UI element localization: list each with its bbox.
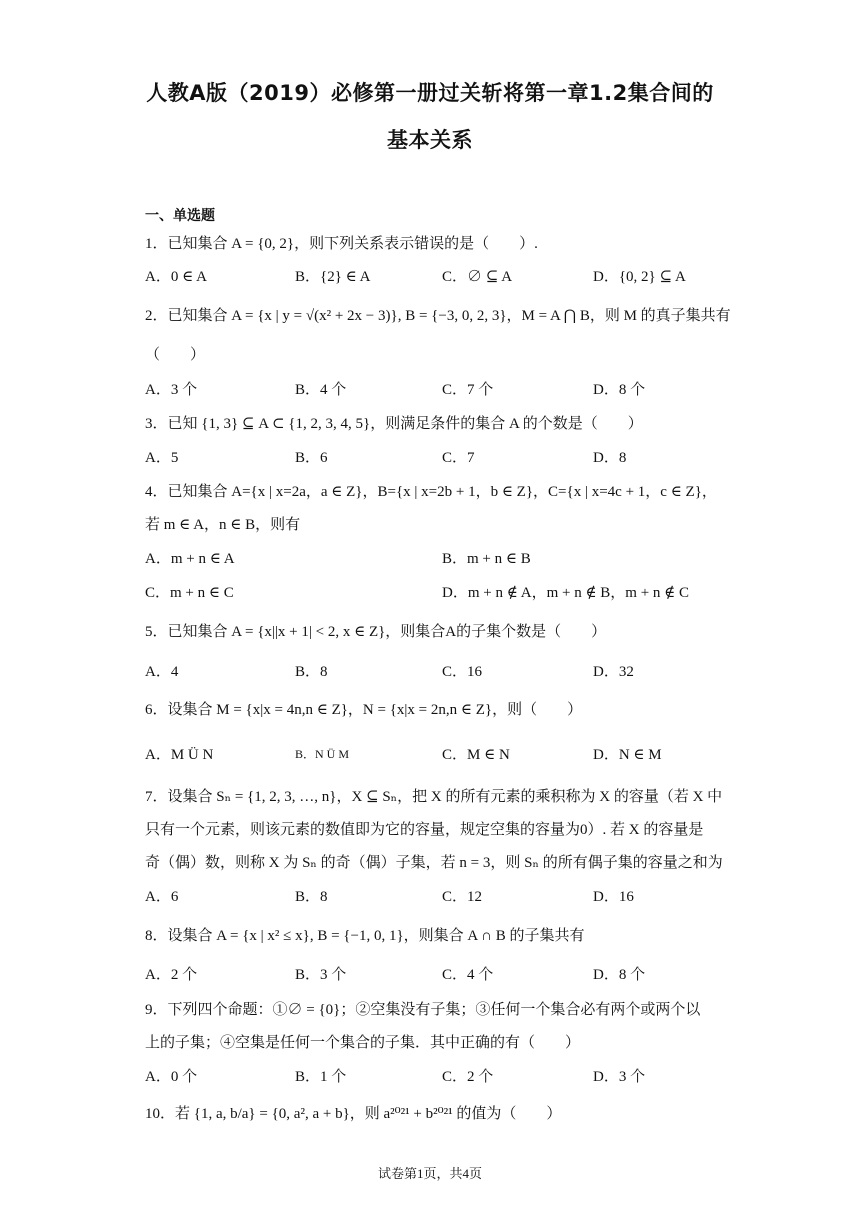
question-8-stem: 8．设集合 A = {x | x² ≤ x}, B = {−1, 0, 1}，则集合 A ∩ B 的子集共有 [145, 928, 585, 944]
question-5-option-d: D．32 [593, 664, 634, 680]
question-8-option-c: C．4 个 [442, 967, 494, 983]
question-2-option-c: C．7 个 [442, 382, 494, 398]
question-1-stem: 1．已知集合 A = {0, 2}，则下列关系表示错误的是（ ）. [145, 236, 538, 252]
question-3-option-a: A．5 [145, 450, 179, 466]
question-4-stem: 4．已知集合 A={x | x=2a，a ∈ Z}，B={x | x=2b + 1，b ∈ Z}，C={x | x=4c + 1，c ∈ Z}， [145, 484, 717, 500]
question-4-option-a: A．m + n ∈ A [145, 551, 235, 567]
question-6-stem: 6．设集合 M = {x|x = 4n,n ∈ Z}，N = {x|x = 2n,n ∈ Z}，则（ ） [145, 702, 583, 718]
question-7-option-d: D．16 [593, 889, 634, 905]
question-9-stem: 9．下列四个命题：①∅ = {0}；②空集没有子集；③任何一个集合必有两个或两个以 [145, 1002, 701, 1018]
question-2-stem: 2．已知集合 A = {x | y = √(x² + 2x − 3)}, B = {−3, 0, 2, 3}，M = A ⋂ B，则 M 的真子集共有 [145, 308, 731, 324]
question-3-option-b: B．6 [295, 450, 328, 466]
question-5-option-a: A．4 [145, 664, 179, 680]
question-4-option-c: C．m + n ∈ C [145, 585, 234, 601]
question-6-option-a: A．M Ü N [145, 747, 214, 763]
question-8-option-d: D．8 个 [593, 967, 646, 983]
page-title-line-2: 基本关系 [387, 128, 473, 152]
question-9-option-c: C．2 个 [442, 1069, 494, 1085]
question-1-option-c: C．∅ ⊆ A [442, 269, 513, 285]
question-4-option-b: B．m + n ∈ B [442, 551, 531, 567]
page-title-line-1: 人教A版（2019）必修第一册过关斩将第一章1.2集合间的 [146, 81, 714, 105]
question-7-stem: 7．设集合 Sₙ = {1, 2, 3, …, n}，X ⊆ Sₙ，把 X 的所有元素的乘积称为 X 的容量（若 X 中 [145, 789, 723, 805]
question-9-option-d: D．3 个 [593, 1069, 646, 1085]
question-4-option-d: D．m + n ∉ A，m + n ∉ B，m + n ∉ C [442, 585, 690, 601]
question-3-option-c: C．7 [442, 450, 475, 466]
question-7-option-c: C．12 [442, 889, 483, 905]
question-7-stem-cont-1: 只有一个元素，则该元素的数值即为它的容量，规定空集的容量为0）. 若 X 的容量是 [145, 822, 704, 838]
question-10-stem: 10．若 {1, a, b/a} = {0, a², a + b}，则 a²⁰²¹ + b²⁰²¹ 的值为（ ） [145, 1106, 562, 1122]
question-6-option-c: C．M ∈ N [442, 747, 510, 763]
question-7-option-b: B．8 [295, 889, 328, 905]
question-7-option-a: A．6 [145, 889, 179, 905]
question-3-option-d: D．8 [593, 450, 627, 466]
question-1-option-d: D．{0, 2} ⊆ A [593, 269, 686, 285]
section-heading: 一、单选题 [145, 208, 215, 224]
question-9-stem-cont: 上的子集；④空集是任何一个集合的子集．其中正确的有（ ） [145, 1035, 581, 1051]
question-2-stem-cont: （ ） [145, 347, 206, 363]
question-7-stem-cont-2: 奇（偶）数，则称 X 为 Sₙ 的奇（偶）子集，若 n = 3，则 Sₙ 的所有偶子集的容量之和为 [145, 855, 723, 871]
question-5-option-b: B．8 [295, 664, 328, 680]
question-9-option-a: A．0 个 [145, 1069, 198, 1085]
question-3-stem: 3．已知 {1, 3} ⊆ A ⊂ {1, 2, 3, 4, 5}，则满足条件的集合 A 的个数是（ ） [145, 416, 643, 432]
question-2-option-b: B．4 个 [295, 382, 347, 398]
question-5-stem: 5．已知集合 A = {x||x + 1| < 2, x ∈ Z}，则集合A的子集个数是（ ） [145, 624, 607, 640]
question-2-option-a: A．3 个 [145, 382, 198, 398]
question-1-option-a: A．0 ∈ A [145, 269, 207, 285]
question-4-stem-cont: 若 m ∈ A，n ∈ B，则有 [145, 517, 301, 533]
question-9-option-b: B．1 个 [295, 1069, 347, 1085]
question-6-option-b: B．N Ü M [295, 747, 350, 761]
question-8-option-a: A．2 个 [145, 967, 198, 983]
question-2-option-d: D．8 个 [593, 382, 646, 398]
question-8-option-b: B．3 个 [295, 967, 347, 983]
question-6-option-d: D．N ∈ M [593, 747, 662, 763]
page-footer: 试卷第1页，共4页 [377, 1166, 482, 1181]
question-5-option-c: C．16 [442, 664, 483, 680]
question-1-option-b: B．{2} ∈ A [295, 269, 371, 285]
